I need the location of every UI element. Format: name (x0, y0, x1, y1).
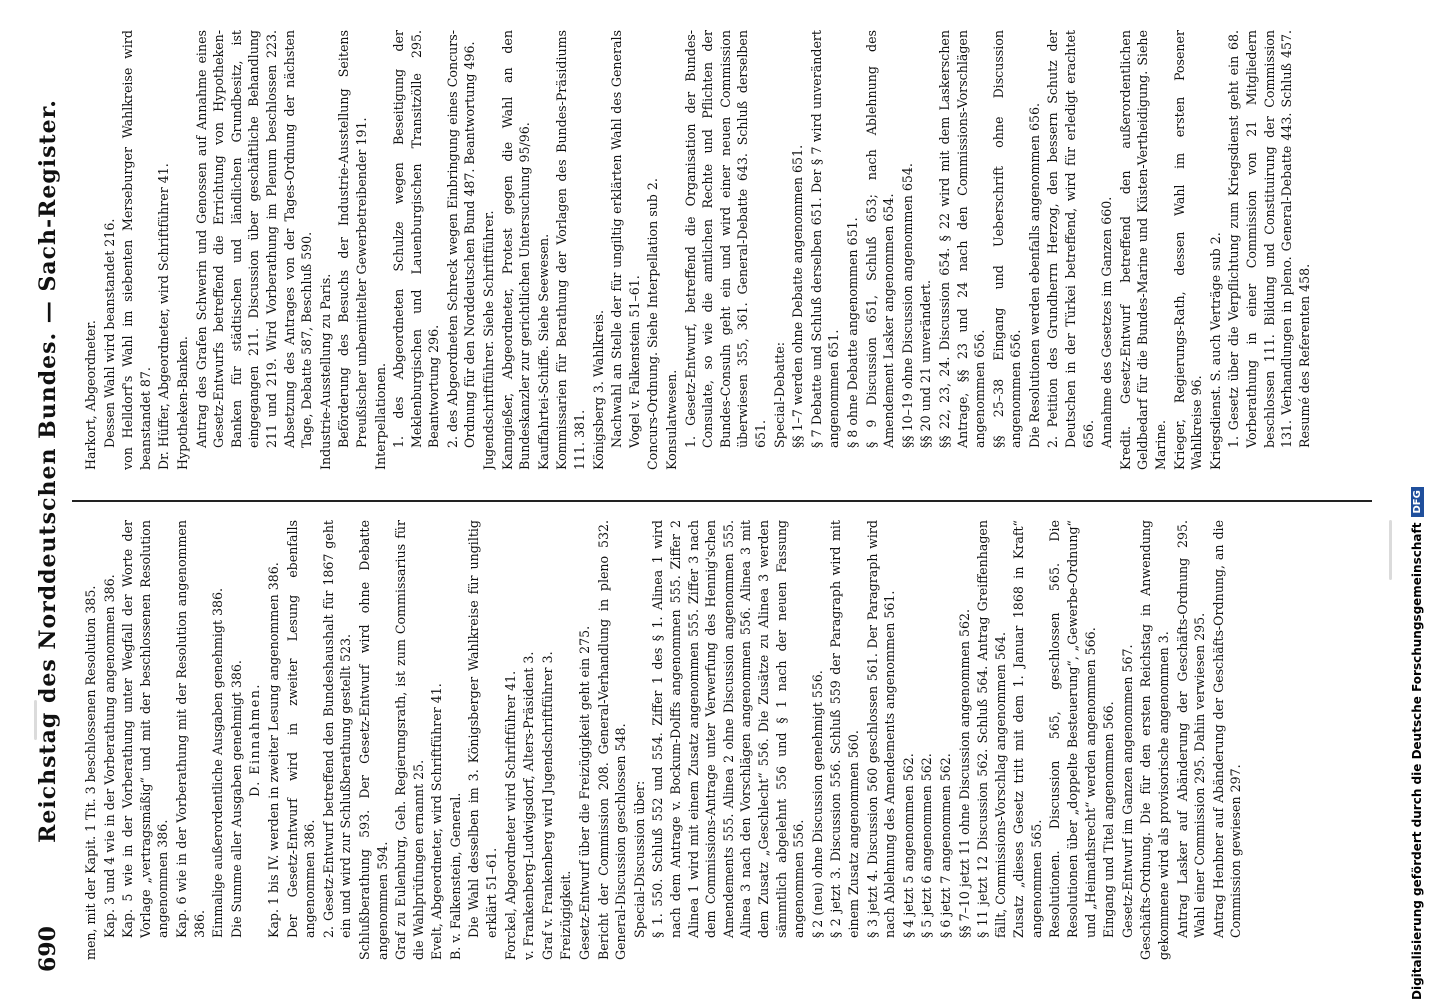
index-entry: 2. des Abgeordneten Schreck wegen Einbringung eines Concurs-Ordnung für den Norddeutschen Bund 487. Beantwortung 496. (444, 30, 478, 448)
index-entry: § 9 Discussion 651, Schluß 653; nach Ablehnung des Amendement Lasker angenommen 654. (863, 30, 897, 448)
index-entry: §§ 10–19 ohne Discussion angenommen 654. (899, 163, 915, 448)
index-entry: Konsulatwesen. (664, 369, 679, 470)
index-entry: Dr. Hüffer, Abgeordneter, wird Schriftführer 41. (156, 163, 172, 470)
index-entry: B. v. Falkenstein, General. (447, 792, 463, 960)
index-entry: Special-Debatte: (771, 342, 787, 448)
index-entry: Kredit. Gesetz-Entwurf betreffend den außerordentlichen Geldbedarf für die Bundes-Marine und Küsten-Vertheidigung. Siehe Marine. (1117, 30, 1169, 470)
index-entry: Forckel, Abgeordneter wird Schriftführer 41. (502, 670, 518, 960)
index-entry: 1. des Abgeordneten Schulze wegen Beseitigung der Meklenburgischen und Lauenburgischen Transitzölle 295. Beantwortung 296. (391, 30, 442, 448)
index-entry: Annahme des Gesetzes im Ganzen 660. (1099, 196, 1115, 448)
index-entry: Schlußberathung 593. Der Gesetz-Entwurf wird ohne Debatte angenommen 594. (356, 520, 390, 960)
index-entry: Resolutionen. Discussion 565, geschlossen 565. Die Resolutionen über „doppelte Besteuerung“, „Gewerbe-Ordnung“ und „Heimathsrecht“ werden angenommen 566. (1047, 520, 1098, 938)
index-entry: Hypotheken-Banken. (174, 336, 190, 470)
index-entry: Die Summe aller Ausgaben genehmigt 386. (228, 660, 244, 938)
index-entry: Graf v. Frankenberg wird Jugendschriftführer 3. (539, 651, 555, 960)
index-entry: § 4 jetzt 5 angenommen 562. (900, 753, 916, 938)
index-entry: Harkort, Abgeordneter. (83, 320, 98, 470)
index-entry: Kauffahrtei-Schiffe. Siehe Seewesen. (535, 233, 551, 470)
index-entry: D. Einnahmen. (247, 683, 263, 797)
index-entry: Dessen Wahl wird beanstandet 216. (101, 218, 117, 448)
index-entry: Antrag des Grafen Schwerin und Genossen auf Annahme eines Gesetz-Entwurfs betreffend die Errichtung von Hypotheken-Banken für städtischen und ländlichen Grundbesitz, ist eingegangen 211. Discussion über geschäftliche Behandlung 211 und 219. Wird Vorberathung im Plenum beschlossen 223. Absetzung des Antrages von der Tages-Ordnung der nächsten Tage, Debatte 587, Beschluß 590. (193, 30, 315, 448)
index-entry: 2. Petition des Grundherrn Herzog, den bessern Schutz der Deutschen in der Türkei betreffend, wird für erledigt erachtet 656. (1045, 30, 1096, 448)
index-entry: Antrag Lasker auf Abänderung der Geschäfts-Ordnung 295. Wahl einer Commission 295. Dahin verwiesen 295. (1174, 520, 1208, 938)
index-entry: Special-Discussion über: (631, 780, 647, 938)
index-entry: Geschäfts-Ordnung. Die für den ersten Reichstag in Anwendung gekommene wird als provisorische angenommen 3. (1138, 520, 1172, 960)
index-entry: v. Frankenberg-Ludwigsdorf, Alters-Präsident 3. (521, 651, 537, 960)
index-entry: Graf zu Eulenburg, Geh. Regierungsrath, ist zum Commissarius für die Wahlprüfungen ernannt 25. (393, 520, 426, 960)
index-entry: Einmalige außerordentliche Ausgaben genehmigt 386. (210, 587, 226, 938)
index-entry: Die Resolutionen werden ebenfalls angenommen 656. (1026, 102, 1042, 448)
index-entry: Antrag Henbner auf Abänderung der Geschäfts-Ordnung, an die Commission gewiesen 297. (1210, 520, 1244, 938)
index-entry: Freizügigkeit. (558, 870, 574, 960)
left-column (82, 520, 1362, 960)
stamp-text: Digitalisierung gefördert durch die Deutsche Forschungsgemeinschaft (1410, 522, 1424, 1000)
index-entry: Krieger, Regierungs-Rath, dessen Wahl im ersten Posener Wahlkreise 96. (1171, 30, 1205, 470)
column-divider (72, 500, 1372, 502)
page-title: Reichstag des Norddeutschen Bundes. — Sach-Register. (35, 99, 61, 843)
index-entry: § 2 (neu) ohne Discussion genehmigt 556. (809, 670, 825, 938)
index-entry: §§ 7–10 jetzt 11 ohne Discussion angenommen 562. (956, 608, 972, 938)
index-entry: § 11 jetzt 12 Discussion 562. Schluß 564. Antrag Greiffenhagen fällt, Commissions-Vorschlag angenommen 564. (975, 520, 1008, 938)
index-entry: §§ 1–7 werden ohne Debatte angenommen 651. (790, 144, 806, 448)
index-entry: Kanngießer, Abgeordneter, Protest gegen die Wahl an den Bundeskanzler zur gerichtlichen Untersuchung 95/96. (499, 30, 533, 470)
index-entry: Concurs-Ordnung. Siehe Interpellation sub 2. (645, 178, 661, 470)
index-entry: Der Gesetz-Entwurf wird in zweiter Lesung ebenfalls angenommen 386. (284, 520, 318, 938)
index-entry: Kap. 5 wie in der Vorberathung unter Wegfall der Worte der Vorlage „vertragsmäßig“ und mit der beschlossenen Resolution angenommen 386. (120, 520, 171, 938)
index-entry: Interpellationen. (372, 362, 388, 470)
index-entry: § 5 jetzt 6 angenommen 562. (919, 753, 935, 938)
index-entry: men, mit der Kapit. 1 Tit. 3 beschlossenen Resolution 385. (83, 585, 98, 960)
index-entry: Eingang und Titel angenommen 566. (1101, 701, 1117, 938)
index-entry: Jugendschriftführer. Siehe Schriftführer. (481, 210, 497, 470)
page-header (24, 40, 72, 972)
index-entry: § 7 Debatte und Schluß derselben 651. Der § 7 wird unverändert angenommen 651. (808, 30, 842, 448)
index-entry: Kap. 3 und 4 wie in der Vorberathung angenommen 386. (101, 574, 117, 938)
index-entry: Die Wahl desselben im 3. Königsberger Wahlkreise für ungiltig erklärt 51–61. (466, 520, 500, 938)
index-entry: Kap. 1 bis IV. werden in zweiter Lesung angenommen 386. (265, 562, 281, 938)
right-column (82, 30, 1362, 470)
index-entry: Evelt, Abgeordneter, wird Schriftführer 41. (429, 683, 445, 960)
index-entry: Königsberg 3. Wahlkreis. (590, 309, 606, 470)
dfg-logo: DFG (1411, 487, 1424, 516)
index-entry: Kommissarien für Berathung der Vorlagen des Bundes-Präsidiums 111. 381. (554, 30, 588, 470)
index-entry: Gesetz-Entwurf über die Freizügigkeit geht ein 275. (577, 625, 593, 960)
index-entry: von Helldorf's Wahl im siebenten Merseburger Wahlkreise wird beanstandet 87. (120, 30, 153, 470)
index-entry: Kap. 6 wie in der Vorberathung mit der Resolution angenommen 386. (173, 520, 207, 938)
index-entry: §§ 22, 23, 24. Discussion 654. § 22 wird mit dem Laskerschen Antrage, §§ 23 und 24 nach den Commissions-Vorschlägen angenommen 656. (936, 30, 988, 448)
index-entry: § 2 jetzt 3. Discussion 556. Schluß 559 der Paragraph wird mit einem Zusatz angenommen 560. (828, 520, 861, 938)
scan-smudge (34, 700, 37, 740)
index-entry: Industrie-Ausstellung zu Paris. (317, 273, 333, 470)
index-entry: 1. Gesetz-Entwurf, betreffend die Organisation der Bundes-Consulate, so wie die amtlichen Rechte und Pflichten der Bundes-Consuln geht ein und wird einer neuen Commission überwiesen 355, 361. General-Debatte 643. Schluß derselben 651. (682, 30, 768, 448)
index-entry: §§ 20 und 21 unverändert. (918, 280, 934, 448)
index-entry: § 6 jetzt 7 angenommen 562. (937, 753, 953, 938)
index-entry: 1. Gesetz über die Verpflichtung zum Kriegsdienst geht ein 68. Vorberathung in einer Commission von 21 Mitgliedern beschlossen 111. Bildung und Constituirung der Commission 131. Verhandlungen in pleno. General-Debatte 443. Schluß 457. Resumé des Referenten 458. (1226, 30, 1312, 448)
index-entry: § 3 jetzt 4. Discussion 560 geschlossen 561. Der Paragraph wird nach Ablehnung des Amendements angenommen 561. (864, 520, 898, 938)
digitization-stamp (1407, 300, 1427, 1000)
index-entry: 2. Gesetz-Entwurf betreffend den Bundeshaushalt für 1867 geht ein und wird zur Schlußberathung gestellt 523. (320, 520, 354, 938)
index-entry: Gesetz-Entwurf im Ganzen angenommen 567. (1119, 644, 1135, 938)
index-entry: § 1. 550. Schluß 552 und 554. Ziffer 1 des § 1. Alinea 1 wird nach dem Antrage v. Bockum-Dolffs angenommen 555. Ziffer 2 Alinea 1 wird mit einem Zusatz angenommen 555. Ziffer 3 nach dem Commissions-Antrage unter Verwerfung des Hennig'schen Amendements 555. Alinea 2 ohne Discussion angenommen 555. Alinea 3 nach den Vorschlägen angenommen 556. Alinea 3 mit dem Zusatz „Geschlecht“ 556. Die Zusätze zu Alinea 3 werden sämmtlich abgelehnt 556 und § 1 nach der neuen Fassung angenommen 556. (650, 520, 807, 938)
index-entry: § 8 ohne Debatte angenommen 651. (844, 217, 860, 448)
index-entry: Zusatz „dieses Gesetz tritt mit dem 1. Januar 1868 in Kraft“ angenommen 565. (1011, 520, 1044, 938)
index-entry: Beförderung des Besuchs der Industrie-Ausstellung Seitens Preußischer unbemittelter Gewerbetreibender 191. (336, 30, 369, 448)
index-entry: §§ 25–38 Eingang und Ueberschrift ohne Discussion angenommen 656. (990, 30, 1024, 448)
page-number: 690 (35, 926, 61, 972)
scan-smudge (1389, 520, 1392, 580)
index-entry: Nachwahl an Stelle der für ungiltig erklärten Wahl des Generals Vogel v. Falkenstein 51–61. (609, 30, 642, 448)
index-entry: Kriegsdienst. S. auch Verträge sub 2. (1207, 232, 1223, 470)
index-entry: Bericht der Commission 208. General-Verhandlung in pleno 532. General-Discussion geschlossen 548. (595, 520, 629, 960)
